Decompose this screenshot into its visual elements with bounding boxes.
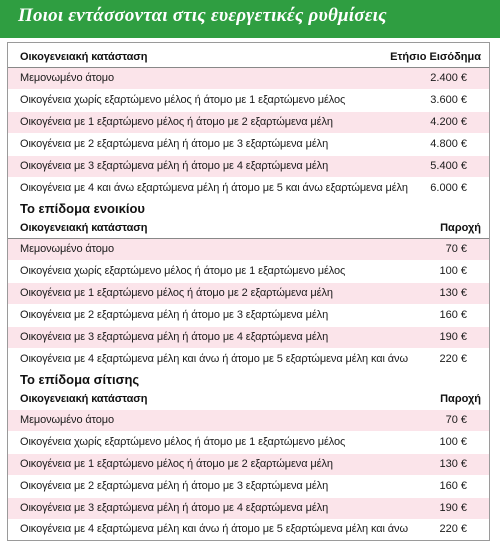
row-label: Οικογένεια χωρίς εξαρτώμενο μέλος ή άτομο με 1 εξαρτώμενο μέλος xyxy=(20,94,346,106)
row-label: Οικογένεια με 4 και άνω εξαρτώμενα μέλη ή άτομο με 5 και άνω εξαρτώμενα μέλη xyxy=(20,182,408,194)
rent-row xyxy=(8,327,489,348)
row-value: 100 € xyxy=(439,436,467,448)
income-row xyxy=(8,178,489,199)
food-row xyxy=(8,432,489,453)
title-banner xyxy=(0,0,500,38)
income-row xyxy=(8,112,489,133)
income-row xyxy=(8,134,489,155)
row-label: Οικογένεια χωρίς εξαρτώμενο μέλος ή άτομο με 1 εξαρτώμενο μέλος xyxy=(20,265,346,277)
row-label: Μεμονωμένο άτομο xyxy=(20,243,115,255)
row-label: Οικογένεια με 3 εξαρτώμενα μέλη ή άτομο με 4 εξαρτώμενα μέλη xyxy=(20,331,329,343)
row-value: 160 € xyxy=(439,309,467,321)
rent-row xyxy=(8,283,489,304)
row-label: Μεμονωμένο άτομο xyxy=(20,414,115,426)
row-value: 220 € xyxy=(439,523,467,535)
rent-col-value: Παροχή xyxy=(440,222,481,234)
row-label: Οικογένεια με 1 εξαρτώμενο μέλος ή άτομο με 2 εξαρτώμενα μέλη xyxy=(20,458,333,470)
row-value: 70 € xyxy=(445,414,467,426)
row-label: Οικογένεια με 4 εξαρτώμενα μέλη και άνω ή άτομο με 5 εξαρτώμενα μέλη και άνω xyxy=(20,523,408,535)
food-col-value: Παροχή xyxy=(440,393,481,405)
rent-row xyxy=(8,349,489,370)
row-value: 190 € xyxy=(439,331,467,343)
income-col-category: Οικογενειακή κατάσταση xyxy=(20,51,148,63)
row-value: 160 € xyxy=(439,480,467,492)
row-value: 130 € xyxy=(439,287,467,299)
row-value: 4.800 € xyxy=(430,138,467,150)
row-value: 6.000 € xyxy=(430,182,467,194)
row-label: Μεμονωμένο άτομο xyxy=(20,72,115,84)
row-label: Οικογένεια με 1 εξαρτώμενο μέλος ή άτομο με 2 εξαρτώμενα μέλη xyxy=(20,287,333,299)
rent-section-title: Το επίδομα ενοικίου xyxy=(20,201,145,216)
row-value: 2.400 € xyxy=(430,72,467,84)
row-label: Οικογένεια με 2 εξαρτώμενα μέλη ή άτομο με 3 εξαρτώμενα μέλη xyxy=(20,480,329,492)
food-header-row xyxy=(8,389,489,410)
rent-col-category: Οικογενειακή κατάσταση xyxy=(20,222,148,234)
income-row xyxy=(8,68,489,89)
row-label: Οικογένεια με 3 εξαρτώμενα μέλη ή άτομο με 4 εξαρτώμενα μέλη xyxy=(20,502,329,514)
income-row xyxy=(8,90,489,111)
income-row xyxy=(8,156,489,177)
row-label: Οικογένεια με 1 εξαρτώμενο μέλος ή άτομο με 2 εξαρτώμενα μέλη xyxy=(20,116,333,128)
food-section-title: Το επίδομα σίτισης xyxy=(20,372,140,387)
food-row xyxy=(8,498,489,519)
row-label: Οικογένεια με 2 εξαρτώμενα μέλη ή άτομο με 3 εξαρτώμενα μέλη xyxy=(20,309,329,321)
row-value: 220 € xyxy=(439,353,467,365)
rent-row xyxy=(8,305,489,326)
row-value: 190 € xyxy=(439,502,467,514)
row-label: Οικογένεια με 4 εξαρτώμενα μέλη και άνω ή άτομο με 5 εξαρτώμενα μέλη και άνω xyxy=(20,353,408,365)
food-row xyxy=(8,476,489,497)
row-label: Οικογένεια με 3 εξαρτώμενα μέλη ή άτομο με 4 εξαρτώμενα μέλη xyxy=(20,160,329,172)
rent-header-row xyxy=(8,218,489,239)
row-label: Οικογένεια χωρίς εξαρτώμενο μέλος ή άτομο με 1 εξαρτώμενο μέλος xyxy=(20,436,346,448)
rent-row xyxy=(8,239,489,260)
row-value: 4.200 € xyxy=(430,116,467,128)
income-header-row xyxy=(8,47,489,68)
rent-row xyxy=(8,261,489,282)
row-value: 3.600 € xyxy=(430,94,467,106)
food-row xyxy=(8,519,489,540)
row-value: 5.400 € xyxy=(430,160,467,172)
row-value: 130 € xyxy=(439,458,467,470)
row-value: 70 € xyxy=(445,243,467,255)
row-label: Οικογένεια με 2 εξαρτώμενα μέλη ή άτομο με 3 εξαρτώμενα μέλη xyxy=(20,138,329,150)
income-col-value: Ετήσιο Εισόδημα xyxy=(390,51,481,63)
food-col-category: Οικογενειακή κατάσταση xyxy=(20,393,148,405)
food-row xyxy=(8,454,489,475)
food-row xyxy=(8,410,489,431)
banner-title: Ποιοι εντάσσονται στις ευεργετικές ρυθμίσεις xyxy=(18,5,387,26)
row-value: 100 € xyxy=(439,265,467,277)
